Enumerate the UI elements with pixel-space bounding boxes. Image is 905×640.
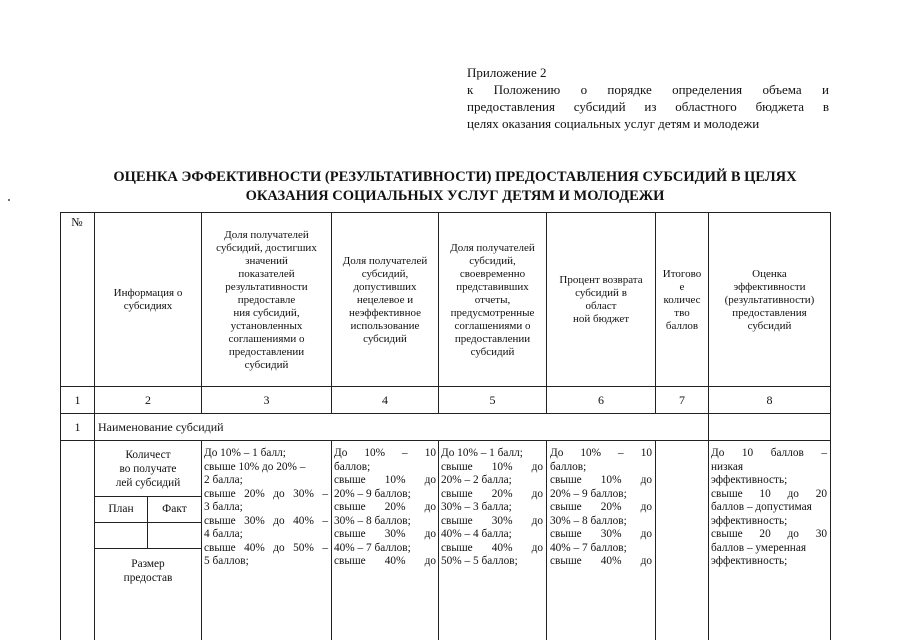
column-number: 8 bbox=[766, 392, 773, 407]
achievement-scale: До 10% – 1 балл; свыше 10% до 20% – 2 балла; свыше 20% до 30% – 3 балла; свыше 30% до 40% – 4 балла; свыше 40% до 50% – 5 баллов; bbox=[204, 447, 328, 567]
return-scale: До 10% – 10 баллов; свыше 10% до 20% – 9 баллов; свыше 20% до 30% – 8 баллов; свыше 30% до 40% – 7 баллов; свыше 40% до bbox=[550, 447, 652, 567]
column-number: 7 bbox=[679, 392, 685, 407]
table-rule bbox=[60, 440, 830, 441]
appendix-line: к Положению о порядке определения объема и bbox=[467, 82, 829, 97]
table-rule bbox=[331, 440, 332, 640]
row-number: 1 bbox=[74, 419, 81, 434]
column-number: 5 bbox=[489, 392, 496, 407]
table-rule bbox=[438, 440, 439, 640]
table-rule bbox=[830, 212, 831, 640]
subsidy-name-label: Наименование субсидий bbox=[98, 420, 224, 434]
grant-size-label: Размер предостав bbox=[123, 558, 173, 584]
reporting-scale: До 10% – 1 балл; свыше 10% до 20% – 2 балла; свыше 20% до 30% – 3 балла; свыше 30% до 40% – 4 балла; свыше 40% до 50% – 5 баллов; bbox=[441, 447, 543, 567]
column-number: 2 bbox=[145, 392, 151, 407]
column-number: 3 bbox=[263, 392, 270, 407]
header-cell-total-points: Итогово е количес тво баллов bbox=[662, 267, 702, 332]
efficiency-scale: До 10 баллов – низкая эффективность; свыше 10 до 20 баллов – допустимая эффективность; свыше 20 до 30 баллов – умеренная эффективность; bbox=[711, 447, 827, 567]
header-cell-misuse-share: Доля получателей субсидий, допустивших нецелевое и неэффективное использование субсидий bbox=[342, 254, 428, 345]
header-cell-number: № bbox=[71, 215, 83, 229]
appendix-line: предоставления субсидий из областного бюджета в bbox=[467, 99, 829, 114]
table-rule bbox=[655, 440, 656, 640]
appendix-line: Приложение 2 bbox=[467, 65, 547, 80]
table-rule bbox=[60, 212, 830, 213]
table-rule bbox=[94, 548, 201, 549]
column-number: 6 bbox=[598, 392, 604, 407]
header-cell-reporting-share: Доля получателей субсидий, своевременно представивших отчеты, предусмотренные соглашениями о предоставлении субсидий bbox=[450, 241, 535, 358]
title-line: ОКАЗАНИЯ СОЦИАЛЬНЫХ УСЛУГ ДЕТЯМ И МОЛОДЕЖИ bbox=[245, 188, 665, 204]
header-cell-return-percent: Процент возврата субсидий в област ной бюджет bbox=[559, 274, 643, 325]
column-number: 4 bbox=[382, 392, 388, 407]
column-number: 1 bbox=[74, 392, 81, 407]
header-cell-info: Информация о субсидиях bbox=[113, 287, 183, 312]
header-cell-achievement-share: Доля получателей субсидий, достигших значений показателей результативности предоставле ния субсидий, установленных соглашениями о предоставлении субсидий bbox=[216, 228, 317, 371]
table-rule bbox=[546, 440, 547, 640]
recipients-count-label: Количест во получате лей субсидий bbox=[115, 449, 181, 489]
misuse-scale: До 10% – 10 баллов; свыше 10% до 20% – 9 баллов; свыше 20% до 30% – 8 баллов; свыше 30% до 40% – 7 баллов; свыше 40% до bbox=[334, 447, 436, 567]
appendix-line: целях оказания социальных услуг детям и молодежи bbox=[467, 116, 760, 131]
table-rule bbox=[201, 440, 202, 640]
header-cell-efficiency-rating: Оценка эффективности (результативности) предоставления субсидий bbox=[724, 267, 815, 332]
fact-label: Факт bbox=[162, 503, 187, 515]
table-rule bbox=[60, 413, 830, 414]
title-line: ОЦЕНКА ЭФФЕКТИВНОСТИ (РЕЗУЛЬТАТИВНОСТИ) ПРЕДОСТАВЛЕНИЯ СУБСИДИЙ В ЦЕЛЯХ bbox=[113, 169, 797, 185]
plan-label: План bbox=[108, 503, 134, 515]
